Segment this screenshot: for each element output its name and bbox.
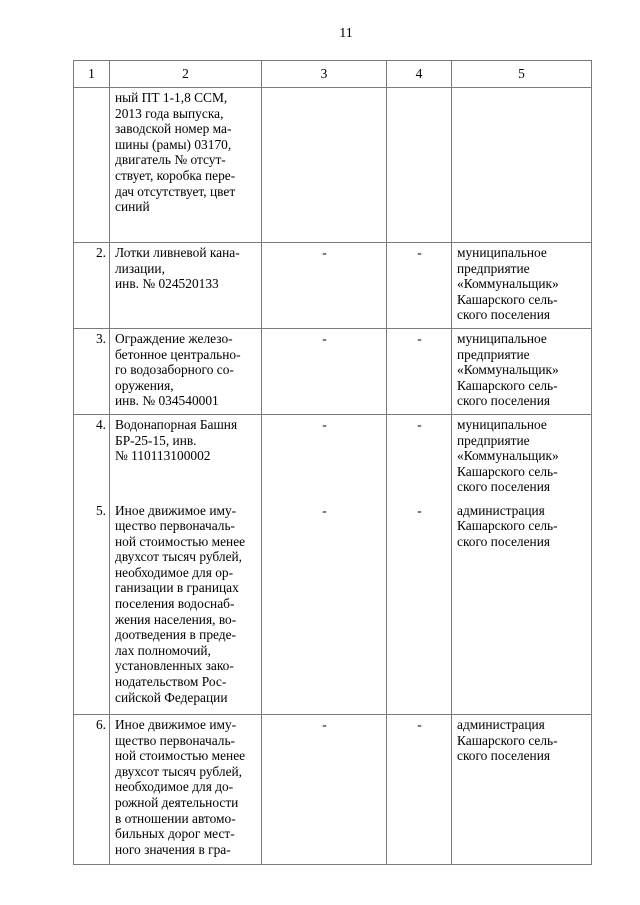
header-cell: 3	[262, 61, 387, 88]
column-4-value: -	[387, 243, 452, 329]
table-row	[74, 715, 592, 865]
row-number	[74, 88, 110, 243]
owner-name: муниципальное предприятие «Коммунальщик» Кашарского сель- ского поселения	[452, 243, 592, 329]
table-row	[74, 329, 592, 415]
owner-name	[452, 88, 592, 243]
column-4-value	[387, 88, 452, 243]
table-row	[74, 243, 592, 329]
column-3-value: -	[262, 243, 387, 329]
column-4-value: -	[387, 715, 452, 865]
column-3-value: -	[262, 415, 387, 501]
row-number: 5.	[74, 501, 110, 715]
header-cell: 1	[74, 61, 110, 88]
table-row	[74, 415, 592, 501]
header-cell: 5	[452, 61, 592, 88]
owner-name: муниципальное предприятие «Коммунальщик» Кашарского сель- ского поселения	[452, 329, 592, 415]
column-4-value: -	[387, 415, 452, 501]
column-4-value: -	[387, 501, 452, 715]
property-name: Иное движимое иму- щество первоначаль- ной стоимостью менее двухсот тысяч рублей, необходимое для до- рожной деятельности в отношении автомо- бильных дорог мест- ного значения в гра-	[110, 715, 262, 865]
column-4-value: -	[387, 329, 452, 415]
property-name: Ограждение железо- бетонное центрально- го водозаборного со- оружения, инв. № 034540001	[110, 329, 262, 415]
owner-name: администрация Кашарского сель- ского поселения	[452, 715, 592, 865]
row-number: 2.	[74, 243, 110, 329]
column-3-value: -	[262, 501, 387, 715]
column-3-value	[262, 88, 387, 243]
page-number: 11	[339, 26, 353, 41]
table-row	[74, 88, 592, 243]
owner-name: муниципальное предприятие «Коммунальщик» Кашарского сель- ского поселения	[452, 415, 592, 501]
table-header-row	[74, 61, 592, 88]
row-number: 4.	[74, 415, 110, 501]
property-name: ный ПТ 1-1,8 ССМ, 2013 года выпуска, заводской номер ма- шины (рамы) 03170, двигатель № отсут- ствует, коробка пере- дач отсутствует, цвет синий	[110, 88, 262, 243]
column-3-value: -	[262, 715, 387, 865]
property-name: Лотки ливневой кана- лизации, инв. № 024520133	[110, 243, 262, 329]
owner-name: администрация Кашарского сель- ского поселения	[452, 501, 592, 715]
property-name: Иное движимое иму- щество первоначаль- ной стоимостью менее двухсот тысяч рублей, необходимое для ор- ганизации в границах поселения водоснаб- жения населения, во- доотведения в преде- лах полномочий, установленных зако- нодательством Рос- сийской Федерации	[110, 501, 262, 715]
table-row	[74, 501, 592, 715]
property-table	[73, 60, 592, 865]
property-name: Водонапорная Башня БР-25-15, инв. № 110113100002	[110, 415, 262, 501]
column-3-value: -	[262, 329, 387, 415]
row-number: 3.	[74, 329, 110, 415]
header-cell: 4	[387, 61, 452, 88]
header-cell: 2	[110, 61, 262, 88]
row-number: 6.	[74, 715, 110, 865]
